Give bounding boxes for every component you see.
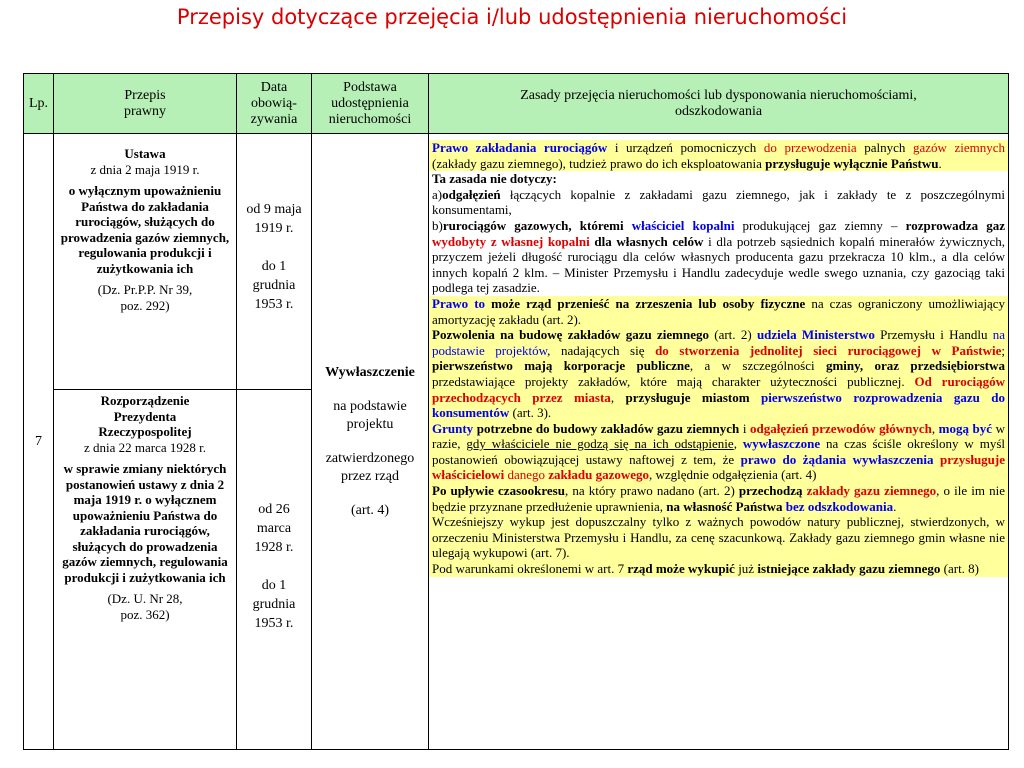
rule-text: Ta zasada nie dotyczy:	[432, 171, 557, 187]
rule-text: (art. 8)	[940, 561, 980, 577]
act2-valid-from: od 26	[258, 502, 290, 517]
act1-name: Ustawa	[124, 146, 166, 161]
act2-name: Rozporządzenie	[100, 393, 190, 408]
rule-text: do przewodzenia	[763, 140, 857, 155]
rule-paragraph	[429, 296, 1008, 327]
rule-text: Od rurociągów przechodzących przez miasta	[432, 373, 1005, 405]
header-przepis	[54, 74, 237, 134]
rule-text: i urządzeń pomocniczych	[607, 140, 764, 155]
act1-journal: poz. 292)	[120, 297, 170, 313]
row-number: 7	[24, 134, 54, 750]
rule-text: .	[893, 498, 897, 514]
rule-text: ;	[1001, 342, 1006, 358]
rule-text: Przemysłu i Handlu	[874, 327, 993, 343]
header-data-line: obowią-	[251, 95, 297, 111]
rule-text: do stworzenia jednolitej sieci rurociągowej w Państwie	[655, 342, 1002, 358]
rule-text: , a w szczególności	[689, 358, 826, 374]
rule-text: już	[734, 561, 758, 577]
page-title: Przepisy dotyczące przejęcia i/lub udostępnienia nieruchomości	[176, 5, 848, 29]
rule-text: przysługuje wyłącznie Państwu	[765, 155, 939, 171]
rule-text: wydobyty z własnej kopalni	[432, 233, 590, 249]
act1-valid-from: od 9 maja	[246, 202, 302, 217]
act2-journal: (Dz. U. Nr 28,	[107, 591, 183, 606]
rule-text: może rząd przenieść na zrzeszenia lub osoby fizyczne	[485, 295, 806, 311]
table-row	[24, 134, 1009, 390]
rule-text: udziela Ministerstwo	[756, 327, 875, 343]
act1-valid-to: do 1	[261, 259, 287, 274]
act2-valid-from: marca	[256, 521, 292, 536]
act2-journal: poz. 362)	[120, 606, 170, 622]
rule-text: przysługuje miastom	[625, 389, 750, 405]
rule-text: na czas ściśle określony w myśl postanowień obowiązującej ustawy naftowej z tem, że	[432, 436, 1005, 467]
rule-text: , o ile im nie będzie przyznane przedłużenie uprawnienia,	[432, 483, 1006, 514]
act1-valid-to: grudnia	[252, 278, 296, 293]
header-przepis-line: prawny	[124, 103, 166, 119]
rule-text: w razie,	[432, 420, 1005, 452]
act2-name: Prezydenta	[113, 408, 177, 424]
rule-paragraph	[429, 187, 1008, 218]
header-podstawa-line: udostępnienia	[331, 95, 409, 111]
header-zasady	[429, 74, 1009, 134]
act2-dates-cell	[237, 390, 312, 750]
rule-paragraph	[429, 483, 1008, 514]
act1-block	[54, 134, 236, 315]
header-lp	[24, 74, 54, 134]
rules-list	[429, 134, 1008, 577]
act1-dates	[237, 198, 311, 316]
basis-line: przez rząd	[341, 468, 399, 484]
rule-text: Pod warunkami określonemi w art. 7	[432, 561, 628, 577]
rule-text: rurociągów gazowych, któremi	[442, 217, 632, 233]
rule-text: gdy właściciele nie godzą się na ich odstąpienie	[466, 436, 734, 452]
rule-text: bez odszkodowania	[785, 498, 894, 514]
act1-dates-cell	[237, 134, 312, 390]
rule-text: pierwszeństwo mają korporacje publiczne	[432, 358, 690, 374]
rule-text: a)	[432, 186, 443, 202]
act1-valid-to: 1953 r.	[254, 297, 294, 312]
rule-text: Wcześniejszy wykup jest dopuszczalny tylko z ważnych powodów natury publicznej, stwierdzonych, w orzeczeniu Ministerstwa Przemysłu i Handlu, za cenę szacunkową. Zakłady gazu ziemnego gmin własne nie ulegają wykupowi (art. 7).	[432, 514, 1005, 561]
act2-dates	[237, 498, 311, 635]
rule-text: gazów ziemnych	[912, 140, 1006, 155]
basis-line: zatwierdzonego	[325, 450, 415, 466]
rule-text: Po upływie czasookresu	[432, 483, 565, 499]
header-przepis-line: Przepis	[124, 87, 166, 103]
rule-text: na czas ograniczony umożliwiający amortyzację zakładu (art. 2).	[432, 295, 1006, 327]
rule-text: przedstawiające projekty zakładów, które mają charakter użyteczności publicznej.	[432, 373, 915, 389]
rule-text: pierwszeństwo rozprowadzenia gazu do konsumentów	[432, 389, 1005, 421]
act2-date: z dnia 22 marca 1928 r.	[83, 439, 206, 455]
basis-block	[312, 362, 428, 522]
rule-text: b)	[432, 217, 443, 233]
regulations-table	[23, 73, 1009, 750]
rule-text: gminy, oraz przedsiębiorstwa	[825, 358, 1006, 374]
rule-text: rząd może wykupić	[627, 561, 735, 577]
rule-text: odgałęzień przewodów głównych	[750, 420, 932, 436]
rule-text: przysługuje właścicielowi	[432, 451, 1005, 483]
rule-text: Pozwolenia na budowę zakładów gazu ziemnego	[432, 327, 709, 343]
rule-text: zakłady gazu ziemnego	[806, 483, 937, 499]
rule-text: potrzebne do budowy zakładów gazu ziemnych	[473, 420, 740, 436]
rule-text: .	[938, 155, 942, 171]
rule-paragraph	[429, 140, 1008, 171]
basis-line: projektu	[346, 416, 394, 432]
act1-cell	[54, 134, 237, 390]
rule-text: ,	[931, 420, 939, 436]
act1-date: z dnia 2 maja 1919 r.	[90, 161, 200, 177]
rule-text: produkującej gaz ziemny –	[734, 217, 906, 233]
rule-text: ,	[610, 389, 626, 405]
rule-paragraph	[429, 561, 1008, 577]
basis-ref: (art. 4)	[350, 502, 390, 518]
act2-valid-to: 1953 r.	[254, 616, 294, 631]
header-podstawa-line: Podstawa	[343, 79, 397, 95]
header-zasady-line: Zasady przejęcia nieruchomości lub dysponowania nieruchomościami,	[520, 87, 917, 103]
rule-text	[750, 390, 761, 405]
rule-text: zakładu gazowego	[548, 467, 650, 483]
header-lp-text: Lp.	[28, 95, 49, 111]
rule-text: palnych	[856, 140, 913, 155]
rule-text: odgałęzień	[442, 186, 501, 202]
header-data-line: zywania	[250, 111, 298, 127]
act2-valid-to: grudnia	[252, 597, 296, 612]
rule-text: istniejące zakłady gazu ziemnego	[757, 561, 941, 577]
header-podstawa	[312, 74, 429, 134]
act2-valid-to: do 1	[261, 578, 287, 593]
basis-cell	[312, 134, 429, 750]
act1-valid-from: 1919 r.	[254, 221, 294, 236]
act1-subject: o wyłącznym upoważnieniu Państwa do zakładania rurociągów, służących do prowadzenia gazów ziemnych, regulowania produkcji i zużytkowania ich	[60, 183, 230, 276]
rule-text: (art. 2)	[708, 327, 757, 343]
header-data-line: Data	[260, 79, 288, 95]
rule-text: na własność Państwa	[666, 498, 783, 514]
act2-name: Rzeczypospolitej	[98, 424, 192, 439]
rules-cell	[429, 134, 1009, 750]
basis-line: na podstawie	[333, 398, 407, 414]
rule-paragraph	[429, 421, 1008, 483]
rule-text: (art. 3).	[509, 405, 552, 421]
act2-cell	[54, 390, 237, 750]
rule-text: ,	[733, 436, 743, 452]
rule-text: właściciel kopalni	[631, 217, 735, 233]
basis-main: Wywłaszczenie	[325, 364, 415, 380]
act2-block	[54, 390, 236, 624]
rule-text: mogą być	[938, 420, 993, 436]
rule-paragraph	[429, 218, 1008, 296]
rule-text: i dla potrzeb sąsiednich kopalń minerałów żywicznych, przyczem jeżeli długość rurociągu dla celów własnych producenta gazu przekracza 10 klm., a dla celów innych kopalń 2 klm. – Minister Przemysłu i Handlu zadecyduje wedle swego uznania, czy gazociąg taki podlega tej zasadzie.	[432, 233, 1006, 296]
rule-text: dla własnych celów	[589, 233, 704, 249]
header-podstawa-line: nieruchomości	[328, 111, 412, 127]
act1-journal: (Dz. Pr.P.P. Nr 39,	[97, 282, 193, 297]
rule-text: Grunty	[432, 420, 474, 436]
rule-text: Prawo to	[432, 295, 486, 311]
rule-text: prawo do żądania wywłaszczenia	[740, 451, 934, 467]
table-header-row	[24, 74, 1009, 134]
rule-paragraph	[429, 171, 1008, 187]
rule-text: , względnie odgałęzienia (art. 4)	[649, 467, 817, 483]
rule-text: wywłaszczone	[742, 436, 821, 452]
rule-paragraph	[429, 327, 1008, 421]
rule-text: rozprowadza gaz	[905, 217, 1005, 233]
rule-text: na podstawie projektów	[432, 327, 1006, 358]
rule-text: przechodzą	[738, 483, 803, 499]
rule-text: , na który prawo nadano (art. 2)	[564, 483, 739, 499]
rule-text: danego	[507, 467, 546, 483]
rule-paragraph	[429, 514, 1008, 561]
act2-valid-from: 1928 r.	[254, 540, 294, 555]
rule-text: Prawo zakładania rurociągów	[432, 140, 608, 155]
rule-text: łączących kopalnie z zakładami gazu ziemnego, jak i zakłady te z poszczególnymi konsumentami,	[432, 186, 1005, 218]
header-data	[237, 74, 312, 134]
act2-subject: w sprawie zmiany niektórych postanowień ustawy z dnia 2 maja 1919 r. o wyłącznem upoważnieniu Państwa do zakładania rurociągów, służących do prowadzenia gazów ziemnych, regulowania produkcji i zużytkowania ich	[62, 461, 228, 585]
rule-text: (zakłady gazu ziemnego), tudzież prawo do ich eksploatowania	[432, 155, 766, 171]
rule-text: , nadających się	[547, 342, 656, 358]
rule-text: i	[739, 420, 750, 436]
header-zasady-line: odszkodowania	[674, 103, 763, 119]
